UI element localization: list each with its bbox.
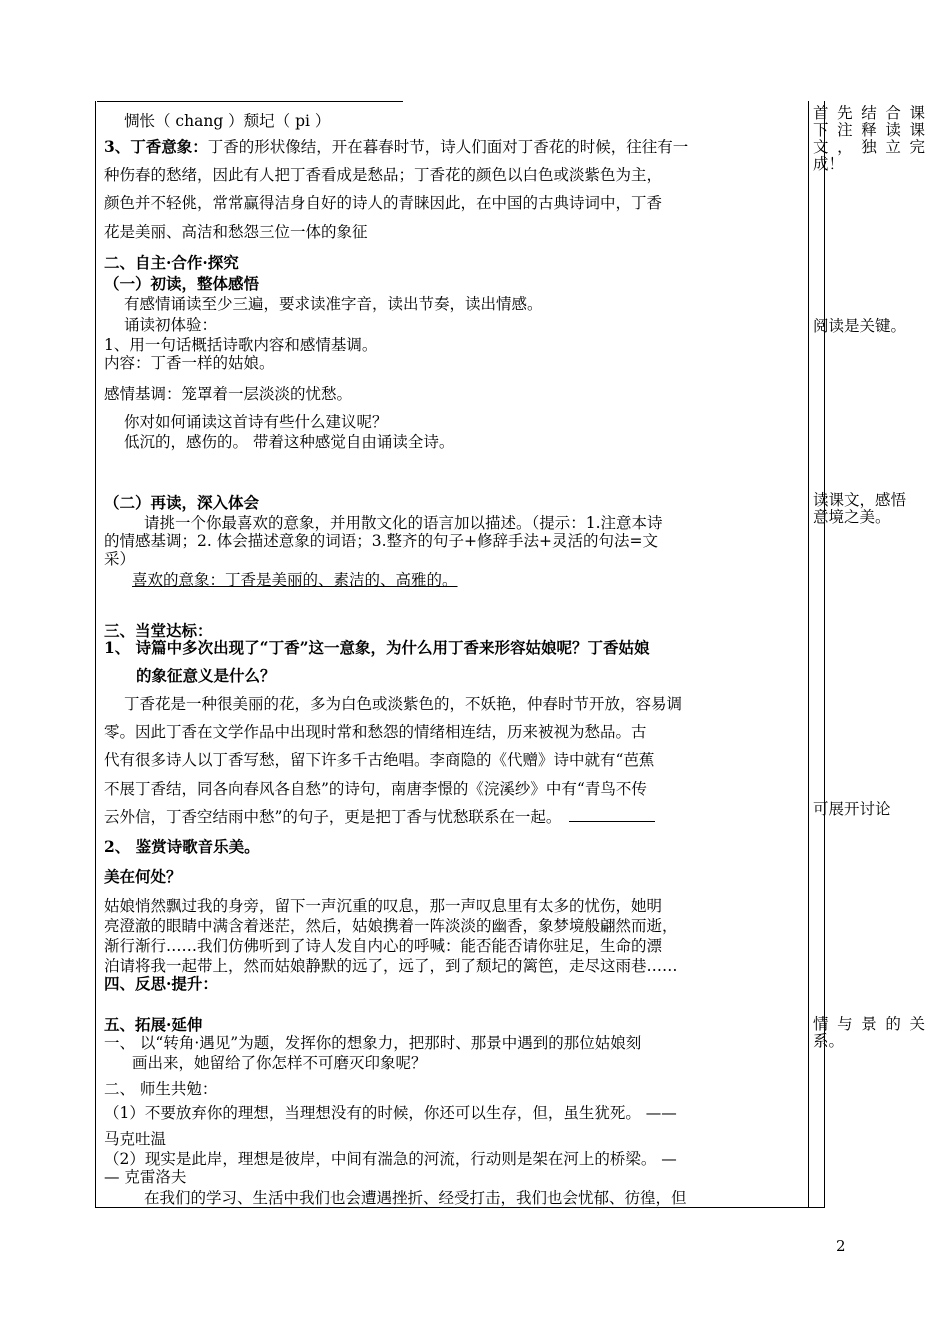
lilac-answer-1: 丁香花是一种很美丽的花，多为白色或淡紫色的，不妖艳，仲春时节开放，容易调 (124, 695, 683, 713)
favorite-image-answer: 喜欢的意象：丁香是美丽的、素洁的、高雅的。 (132, 571, 458, 589)
section-3-heading: 三、当堂达标： (104, 621, 213, 640)
describe-instruction-3: 采） (104, 550, 136, 568)
quote-2: （2）现实是此岸，理想是彼岸，中间有湍急的河流，行动则是架在河上的桥梁。 — (104, 1150, 677, 1168)
side-note-2: 阅读是关键。 (813, 317, 907, 335)
describe-instruction-2: 的情感基调；2. 体会描述意象的词语；3.整齐的句子+修辞手法+灵活的句法=文 (104, 532, 658, 550)
column-divider (808, 101, 809, 1207)
lilac-answer-3: 代有很多诗人以丁香写愁，留下许多千古绝唱。李商隐的《代赠》诗中就有“芭蕉 (104, 751, 655, 769)
extension-task-1: 一、 以“转角·遇见”为题，发挥你的想象力，把那时、那景中遇到的那位姑娘刻 (104, 1034, 642, 1052)
subsection-2-heading: （二）再读，深入体会 (104, 493, 260, 512)
side-note-4: 可展开讨论 (813, 800, 891, 818)
section-4-heading: 四、反思·提升： (104, 974, 218, 993)
section-5-heading: 五、拓展·延伸 (104, 1015, 203, 1034)
question-1: 1、用一句话概括诗歌内容和感情基调。 (104, 336, 378, 354)
subsection-1-heading: （一）初读，整体感悟 (104, 274, 260, 293)
reading-instruction: 有感情诵读至少三遍，要求读准字音，读出节奏，读出情感。 (124, 295, 543, 313)
lilac-answer-5: 云外信，丁香空结雨中愁”的句子，更是把丁香与忧愁联系在一起。 (104, 805, 655, 827)
recite-answer: 低沉的，感伤的。 带着这种感觉自由诵读全诗。 (124, 433, 455, 451)
beauty-question: 美在何处？ (104, 867, 182, 886)
quote-1-author: 马克吐温 (104, 1130, 167, 1148)
music-answer-2: 亮澄澈的眼睛中满含着迷茫，然后，姑娘携着一阵淡淡的幽香，象梦境般翩然而逝， (104, 917, 678, 935)
shared-encouragement: 二、 师生共勉： (104, 1080, 218, 1098)
reading-experience: 诵读初体验： (124, 316, 218, 334)
describe-instruction-1: 请挑一个你最喜欢的意象，并用散文化的语言加以描述。（提示：1.注意本诗 (144, 514, 663, 532)
side-note-5: 情与景的关 系。 (813, 1015, 925, 1050)
question-lilac-1: 1、 诗篇中多次出现了“丁香”这一意象，为什么用丁香来形容姑娘呢？丁香姑娘 (104, 638, 650, 657)
page-number: 2 (836, 1237, 846, 1255)
lilac-answer-2: 零。因此丁香在文学作品中出现时常和愁怨的情绪相连结，历来被视为愁品。古 (104, 723, 647, 741)
quote-1: （1）不要放弃你的理想，当理想没有的时候，你还可以生存，但，虽生犹死。 —— (104, 1104, 677, 1122)
lilac-imagery-line-2: 种伤春的愁绪，因此有人把丁香看成是愁品；丁香花的颜色以白色或淡紫色为主， (104, 166, 663, 184)
lilac-answer-4: 不展丁香结，同各向春风各自愁”的诗句，南唐李憬的《浣溪纱》中有“青鸟不传 (104, 780, 647, 798)
lilac-imagery-line-4: 花是美丽、高洁和愁怨三位一体的象征 (104, 223, 368, 241)
tone-answer: 感情基调：笼罩着一层淡淡的忧愁。 (104, 385, 353, 403)
question-lilac-2: 的象征意义是什么？ (136, 666, 276, 685)
recite-question: 你对如何诵读这首诗有些什么建议呢？ (124, 413, 388, 431)
side-note-1: 首先结合课 下注释读课 文，独立完 成！ (813, 104, 925, 173)
quote-2-author: — 克雷洛夫 (104, 1168, 187, 1186)
extension-task-2: 画出来，她留给了你怎样不可磨灭印象呢？ (132, 1054, 427, 1072)
music-answer-1: 姑娘悄然飘过我的身旁，留下一声沉重的叹息，那一声叹息里有太多的忧伤，她明 (104, 897, 663, 915)
section-2-heading: 二、自主·合作·探究 (104, 253, 239, 272)
content-answer: 内容：丁香一样的姑娘。 (104, 354, 275, 372)
pinyin-line: 惆怅（ chang ）颓圮（ pi ） (124, 112, 331, 130)
lilac-imagery-line-1: 3、丁香意象：丁香的形状像结，开在暮春时节，诗人们面对丁香花的时候，往往有一 (104, 137, 689, 156)
question-music: 2、 鉴赏诗歌音乐美。 (104, 837, 260, 856)
closing-line: 在我们的学习、生活中我们也会遭遇挫折、经受打击，我们也会忧郁、彷徨，但 (144, 1189, 687, 1207)
side-note-3: 读课文，感悟 意境之美。 (813, 491, 907, 526)
lilac-imagery-line-3: 颜色并不轻佻，常常赢得洁身自好的诗人的青睐因此，在中国的古典诗词中，丁香 (104, 194, 663, 212)
music-answer-4: 泊请将我一起带上，然而姑娘静默的远了，远了，到了颓圮的篱笆，走尽这雨巷…… (104, 957, 678, 975)
music-answer-3: 渐行渐行……我们仿佛听到了诗人发自内心的呼喊：能否能否请你驻足，生命的漂 (104, 937, 663, 955)
